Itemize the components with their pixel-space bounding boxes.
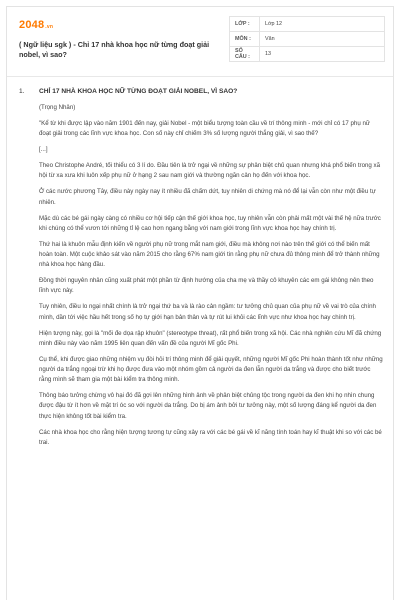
passage-paragraph: Đồng thời nguyên nhân cũng xuất phát một phần từ định hướng của cha mẹ và thầy cô khuyên các em gái không nên theo lĩnh vực này. — [39, 277, 374, 295]
site-logo[interactable] — [19, 19, 53, 31]
passage-paragraph: Ở các nước phương Tây, điều này ngày nay ít nhiều đã chấm dứt, tuy nhiên di chứng mà nó để lại vẫn còn như một điều tự nhiên. — [39, 188, 376, 206]
document-meta-table — [229, 16, 385, 62]
question-title: CHỈ 17 NHÀ KHOA HỌC NỮ TỪNG ĐOẠT GIẢI NOBEL, VÌ SAO? — [39, 88, 238, 95]
passage-paragraph: Tuy nhiên, điều lo ngại nhất chính là trở ngại thứ ba và là rào cản ngầm: tư tưởng chủ quan của phụ nữ về vai trò của chính mình, dần tới việc hầu hết trong số họ tự giới hạn bản thân và tự rút lui khỏi các lĩnh vực như khoa học hay chính trị. — [39, 303, 376, 321]
meta-row-question-count — [230, 47, 385, 62]
passage-paragraph: Hiện tượng này, gọi là "mối đe dọa rập khuôn" (stereotype threat), rất phổ biến trong xã hội. Các nhà nghiên cứu Mĩ đã chứng minh điều này vào năm 1995 liên quan đến vấn đề của người Mĩ gốc Phi. — [39, 329, 382, 347]
question-number: 1. — [19, 88, 25, 95]
question-section — [19, 87, 383, 448]
meta-label: SỐ CÂU : — [230, 47, 260, 62]
document-header — [7, 7, 393, 77]
meta-label: LỚP : — [230, 17, 260, 32]
passage-paragraph: [...] — [39, 146, 48, 154]
question-heading — [19, 87, 383, 96]
meta-value: Lớp 12 — [260, 17, 385, 32]
passage-paragraph: (Trọng Nhân) — [39, 104, 76, 111]
meta-value: 13 — [260, 47, 385, 62]
meta-label: MÔN : — [230, 32, 260, 47]
passage-paragraph: Thứ hai là khuôn mẫu định kiến về người phụ nữ trong mắt nam giới, điều mà không nơi nào trên thế giới có thể biến mất hoàn toàn. Một cuộc khảo sát vào năm 2015 cho rằng 67% nam giới tin rằng phụ nữ chưa đủ thông minh để trở thành những nhà khoa học hàng đầu. — [39, 240, 380, 269]
passage-paragraph: Theo Christophe André, tối thiểu có 3 lí do. Đầu tiên là trở ngại về những sự phân biệt chủ quan nhưng khá phổ biến trong xã hội từ xa xưa khi luôn xếp phụ nữ ở hạng 2 sau nam giới và thường ngăn cản họ đến với khoa học. — [39, 162, 381, 180]
passage-body — [39, 103, 383, 448]
document-title: ( Ngữ liệu sgk ) - Chỉ 17 nhà khoa học nữ từng đoạt giải nobel, vì sao? — [19, 40, 210, 59]
passage-paragraph: Thông báo tưởng chừng vô hại đó đã gợi lên những hình ảnh về phân biệt chủng tộc trong người da đen khi họ nhìn chung được đậu từ ít hơn về mặt trí óc so với người da trắng. Do bị ám ảnh bởi tư tưởng này, một số lượng đáng kể người da đen thực hiện không tốt bài kiểm tra. — [39, 392, 377, 420]
meta-row-subject — [230, 32, 385, 47]
passage-paragraph: Các nhà khoa học cho rằng hiện tượng tương tự cũng xảy ra với các bé gái về kĩ năng tính toán hay kĩ thuật khi so với các bé trai. — [39, 428, 382, 446]
passage-paragraph: "Kể từ khi được lập vào năm 1901 đến nay, giải Nobel - một biểu tượng toàn cầu về trí thông minh - mới chỉ có 17 phụ nữ đoạt giải trong các lĩnh vực khoa học. Con số này chỉ chiếm 3% số lượng người thắng giải, vì sao thế? — [39, 120, 370, 138]
meta-value: Văn — [260, 32, 385, 47]
meta-row-class — [230, 17, 385, 32]
page-container — [6, 6, 394, 600]
passage-paragraph: Mặc dù các bé gái ngày càng có nhiều cơ hội tiếp cận thế giới khoa học, tuy nhiên vẫn còn phải mất một vài thế hệ nữa trước khi chúng có thể vươn tới những tỉ lệ cao hơn ngang bằng với nam giới trong lĩnh vực khoa học hay chính trị. — [39, 214, 381, 232]
passage-paragraph: Cụ thể, khi được giao những nhiệm vụ đòi hỏi trí thông minh để giải quyết, những người Mĩ gốc Phi hoàn thành tốt như những người da trắng ngoại trừ khi họ được đưa vào một nhóm gồm cả người da đen lẫn người da trắng và được cho biết trước rằng mình sẽ tham gia một bài kiểm tra thông minh. — [39, 355, 383, 384]
logo-suffix: .vn — [45, 24, 54, 30]
logo-brand: 2048 — [19, 19, 45, 31]
